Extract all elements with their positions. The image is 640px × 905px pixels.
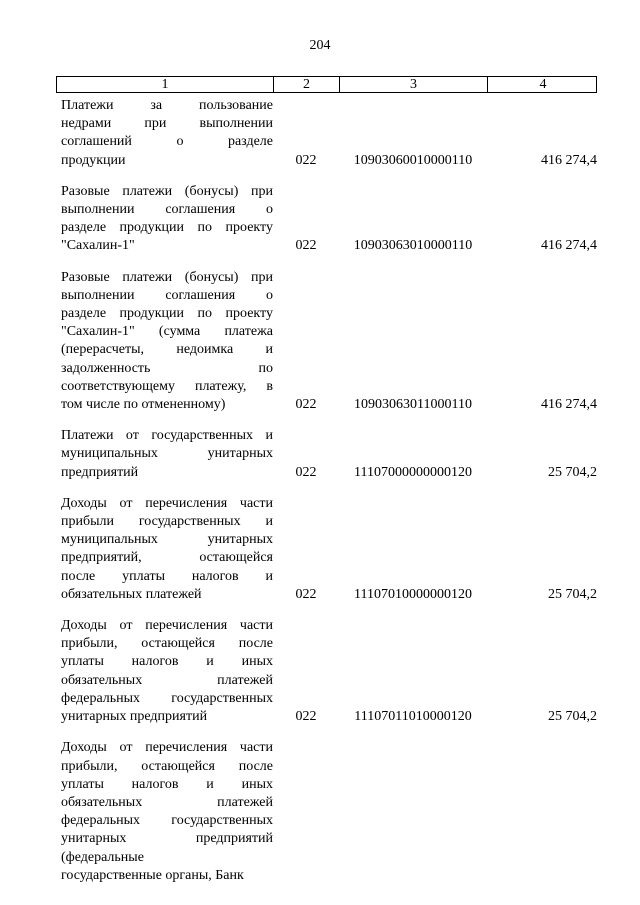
description-line: том числе по отмененному) bbox=[61, 397, 226, 413]
description-line: соглашений о разделе bbox=[61, 134, 273, 150]
amount: 416 274,4 bbox=[541, 152, 597, 168]
description-line: выполнении соглашения о bbox=[61, 202, 273, 218]
row-description bbox=[56, 427, 273, 482]
description-line: обязательных платежей bbox=[61, 794, 273, 810]
description-line: разделе продукции по проекту bbox=[61, 306, 273, 322]
description-line: унитарных предприятий bbox=[61, 709, 208, 725]
table-row bbox=[56, 427, 597, 482]
header-col-1: 1 bbox=[57, 77, 274, 92]
description-line: (федеральные bbox=[61, 849, 144, 865]
amount: 25 704,2 bbox=[548, 709, 597, 725]
description-line: прибыли, остающейся после bbox=[61, 758, 273, 774]
admin-code: 022 bbox=[295, 238, 317, 254]
description-line: муниципальных унитарных bbox=[61, 532, 273, 548]
description-line: Платежи за пользование bbox=[61, 98, 273, 113]
budget-classification-code: 11107010000000120 bbox=[354, 586, 472, 602]
header-col-2: 2 bbox=[274, 77, 340, 92]
table-body bbox=[56, 97, 597, 898]
row-description bbox=[56, 183, 273, 256]
budget-classification-code: 10903063010000110 bbox=[353, 238, 473, 254]
description-line: прибыли, остающейся после bbox=[61, 636, 273, 652]
admin-code: 022 bbox=[295, 152, 317, 168]
description-line: предприятий bbox=[61, 464, 139, 480]
row-description bbox=[56, 97, 273, 170]
description-line: Доходы от перечисления части bbox=[61, 495, 273, 511]
description-line: государственные органы, Банк bbox=[61, 867, 244, 883]
description-line: Разовые платежи (бонусы) при bbox=[61, 269, 273, 285]
description-line: федеральных государственных bbox=[61, 813, 273, 829]
description-line: недрами при выполнении bbox=[61, 116, 273, 132]
row-description bbox=[56, 739, 273, 885]
admin-code: 022 bbox=[295, 586, 317, 602]
description-line: Доходы от перечисления части bbox=[61, 618, 273, 634]
description-line: разделе продукции по проекту bbox=[61, 220, 273, 236]
admin-code: 022 bbox=[295, 464, 317, 480]
header-col-4: 4 bbox=[539, 77, 547, 92]
budget-classification-code: 11107011010000120 bbox=[354, 709, 472, 725]
description-line: Разовые платежи (бонусы) при bbox=[61, 183, 273, 199]
row-description bbox=[56, 495, 273, 604]
description-line: обязательных платежей bbox=[61, 672, 273, 688]
description-line: Доходы от перечисления части bbox=[61, 740, 273, 756]
admin-code: 022 bbox=[295, 709, 317, 725]
amount: 416 274,4 bbox=[541, 238, 597, 254]
description-line: муниципальных унитарных bbox=[61, 446, 273, 462]
description-line: унитарных предприятий bbox=[61, 831, 273, 847]
page-number: 204 bbox=[309, 38, 331, 53]
description-line: прибыли государственных и bbox=[61, 514, 273, 530]
admin-code: 022 bbox=[295, 397, 317, 413]
amount: 25 704,2 bbox=[548, 464, 597, 480]
description-line: "Сахалин-1" (сумма платежа bbox=[61, 324, 273, 340]
table-header bbox=[56, 76, 597, 93]
row-description bbox=[56, 269, 273, 415]
description-line: предприятий, остающейся bbox=[61, 550, 273, 566]
description-line: продукции bbox=[61, 152, 126, 168]
table-row bbox=[56, 739, 597, 885]
header-col-3: 3 bbox=[340, 77, 488, 92]
budget-classification-code: 10903060010000110 bbox=[353, 152, 473, 168]
table-row bbox=[56, 495, 597, 604]
description-line: "Сахалин-1" bbox=[61, 238, 135, 254]
amount: 25 704,2 bbox=[548, 586, 597, 602]
description-line: задолженность по bbox=[61, 360, 273, 376]
description-line: уплаты налогов и иных bbox=[61, 776, 273, 792]
table-row bbox=[56, 183, 597, 256]
description-line: обязательных платежей bbox=[61, 586, 202, 602]
description-line: федеральных государственных bbox=[61, 690, 273, 706]
budget-classification-code: 10903063011000110 bbox=[354, 397, 472, 413]
description-line: Платежи от государственных и bbox=[61, 428, 273, 444]
row-description bbox=[56, 617, 273, 726]
description-line: после уплаты налогов и bbox=[61, 568, 273, 584]
description-line: уплаты налогов и иных bbox=[61, 654, 273, 670]
budget-classification-code: 11107000000000120 bbox=[354, 464, 472, 480]
table-row bbox=[56, 97, 597, 170]
description-line: выполнении соглашения о bbox=[61, 287, 273, 303]
table-row bbox=[56, 269, 597, 415]
description-line: (перерасчеты, недоимка и bbox=[61, 342, 273, 358]
amount: 416 274,4 bbox=[541, 397, 597, 413]
table-row bbox=[56, 617, 597, 726]
description-line: соответствующему платежу, в bbox=[61, 378, 273, 394]
